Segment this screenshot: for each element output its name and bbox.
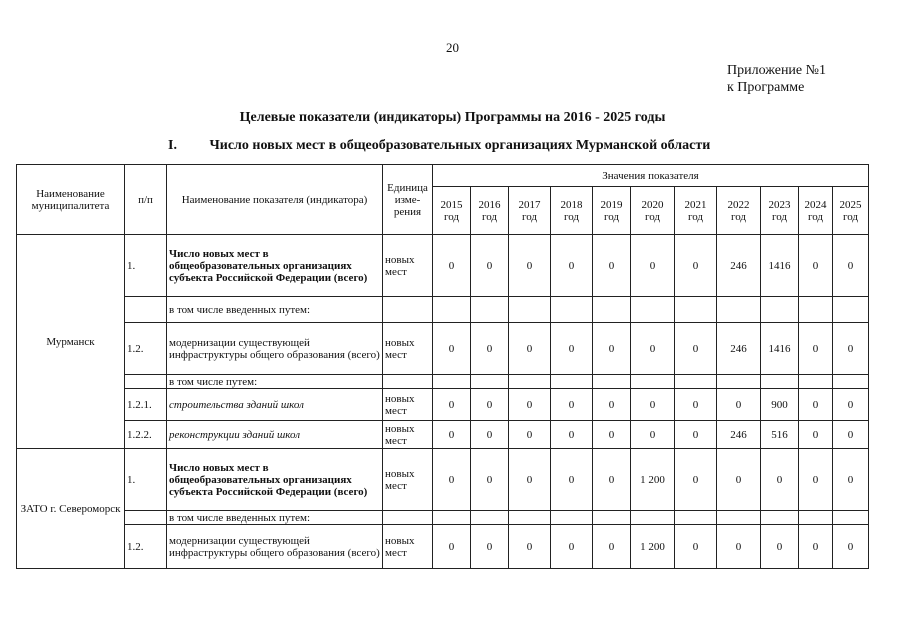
value-cell — [593, 375, 631, 389]
value-cell: 0 — [799, 235, 833, 297]
value-cell — [631, 375, 675, 389]
value-cell: 0 — [433, 525, 471, 569]
value-cell: 246 — [717, 421, 761, 449]
value-cell — [675, 297, 717, 323]
section-title: Число новых мест в общеобразовательных организациях Мурманской области — [209, 138, 711, 153]
value-cell — [509, 297, 551, 323]
unit-cell: новых мест — [383, 525, 433, 569]
value-cell: 0 — [833, 421, 869, 449]
value-cell: 0 — [471, 323, 509, 375]
header-year: 2020 год — [631, 187, 675, 235]
row-number — [125, 375, 167, 389]
value-cell: 0 — [551, 389, 593, 421]
table-row — [17, 235, 869, 297]
value-cell: 0 — [471, 389, 509, 421]
unit-cell: новых мест — [383, 449, 433, 511]
value-cell: 0 — [675, 525, 717, 569]
value-cell — [551, 511, 593, 525]
indicator-name: строительства зданий школ — [167, 389, 383, 421]
value-cell: 0 — [593, 323, 631, 375]
row-number: 1. — [125, 449, 167, 511]
value-cell — [551, 297, 593, 323]
appendix-line1: Приложение №1 — [727, 63, 826, 78]
value-cell: 0 — [551, 421, 593, 449]
value-cell: 0 — [509, 235, 551, 297]
value-cell — [717, 297, 761, 323]
header-unit: Единица изме-рения — [383, 165, 433, 235]
row-number: 1. — [125, 235, 167, 297]
header-year: 2019 год — [593, 187, 631, 235]
value-cell: 0 — [509, 525, 551, 569]
value-cell: 0 — [833, 389, 869, 421]
value-cell — [471, 511, 509, 525]
value-cell — [593, 511, 631, 525]
appendix-note — [727, 62, 826, 96]
page-number: 20 — [446, 40, 459, 55]
indicator-name: в том числе введенных путем: — [167, 511, 383, 525]
indicator-name: модернизации существующей инфраструктуры общего образования (всего) — [167, 525, 383, 569]
value-cell: 0 — [717, 389, 761, 421]
indicator-name: Число новых мест в общеобразовательных организациях субъекта Российской Федерации (всего) — [167, 449, 383, 511]
unit-cell: новых мест — [383, 421, 433, 449]
header-pp: п/п — [125, 165, 167, 235]
value-cell — [833, 297, 869, 323]
row-number: 1.2. — [125, 323, 167, 375]
row-number: 1.2.2. — [125, 421, 167, 449]
value-cell — [761, 297, 799, 323]
value-cell: 0 — [799, 323, 833, 375]
value-cell — [433, 511, 471, 525]
indicator-name: в том числе введенных путем: — [167, 297, 383, 323]
row-number — [125, 297, 167, 323]
value-cell: 0 — [833, 525, 869, 569]
value-cell: 0 — [631, 323, 675, 375]
value-cell: 0 — [675, 449, 717, 511]
value-cell: 0 — [551, 525, 593, 569]
table-row — [17, 449, 869, 511]
value-cell: 0 — [551, 323, 593, 375]
indicators-table — [16, 164, 869, 569]
value-cell — [717, 511, 761, 525]
value-cell: 0 — [761, 525, 799, 569]
value-cell — [675, 375, 717, 389]
value-cell: 1 200 — [631, 449, 675, 511]
indicator-name: Число новых мест в общеобразовательных организациях субъекта Российской Федерации (всего) — [167, 235, 383, 297]
value-cell: 0 — [593, 449, 631, 511]
value-cell — [761, 511, 799, 525]
unit-cell — [383, 511, 433, 525]
value-cell: 900 — [761, 389, 799, 421]
unit-cell — [383, 375, 433, 389]
value-cell: 0 — [471, 235, 509, 297]
indicator-name: модернизации существующей инфраструктуры общего образования (всего) — [167, 323, 383, 375]
document-title: Целевые показатели (индикаторы) Программы на 2016 - 2025 годы — [239, 110, 666, 125]
value-cell: 0 — [551, 449, 593, 511]
value-cell: 0 — [761, 449, 799, 511]
value-cell — [799, 375, 833, 389]
value-cell: 0 — [631, 235, 675, 297]
value-cell — [433, 297, 471, 323]
header-year: 2015 год — [433, 187, 471, 235]
header-year: 2025 год — [833, 187, 869, 235]
table-row — [17, 421, 869, 449]
value-cell — [509, 375, 551, 389]
unit-cell: новых мест — [383, 323, 433, 375]
header-year: 2018 год — [551, 187, 593, 235]
value-cell — [833, 511, 869, 525]
value-cell — [833, 375, 869, 389]
table-row — [17, 525, 869, 569]
value-cell: 246 — [717, 323, 761, 375]
value-cell: 1416 — [761, 235, 799, 297]
value-cell: 0 — [509, 323, 551, 375]
value-cell: 0 — [433, 323, 471, 375]
indicator-name: реконструкции зданий школ — [167, 421, 383, 449]
value-cell: 0 — [631, 389, 675, 421]
unit-cell — [383, 297, 433, 323]
section-number: I. — [168, 138, 177, 153]
value-cell: 0 — [631, 421, 675, 449]
table-row — [17, 375, 869, 389]
unit-cell: новых мест — [383, 389, 433, 421]
value-cell — [631, 297, 675, 323]
value-cell — [471, 375, 509, 389]
value-cell: 0 — [509, 389, 551, 421]
header-row — [17, 165, 869, 187]
value-cell: 0 — [675, 323, 717, 375]
value-cell: 0 — [799, 449, 833, 511]
table-row — [17, 323, 869, 375]
table-row — [17, 297, 869, 323]
row-number — [125, 511, 167, 525]
appendix-line2: к Программе — [727, 80, 805, 95]
section-heading — [168, 138, 710, 154]
value-cell: 0 — [675, 421, 717, 449]
value-cell: 0 — [509, 421, 551, 449]
header-municipality: Наименование муниципалитета — [17, 165, 125, 235]
value-cell: 0 — [593, 235, 631, 297]
header-year: 2023 год — [761, 187, 799, 235]
table-row — [17, 389, 869, 421]
value-cell: 0 — [799, 389, 833, 421]
value-cell: 0 — [717, 449, 761, 511]
row-number: 1.2. — [125, 525, 167, 569]
indicator-name: в том числе путем: — [167, 375, 383, 389]
value-cell — [433, 375, 471, 389]
value-cell: 0 — [833, 235, 869, 297]
header-indicator: Наименование показателя (индикатора) — [167, 165, 383, 235]
value-cell: 1416 — [761, 323, 799, 375]
row-number: 1.2.1. — [125, 389, 167, 421]
value-cell — [799, 511, 833, 525]
value-cell — [631, 511, 675, 525]
municipality-cell: ЗАТО г. Североморск — [17, 449, 125, 569]
header-year: 2016 год — [471, 187, 509, 235]
value-cell: 0 — [833, 323, 869, 375]
value-cell — [717, 375, 761, 389]
value-cell: 0 — [593, 525, 631, 569]
header-values: Значения показателя — [433, 165, 869, 187]
municipality-cell: Мурманск — [17, 235, 125, 449]
value-cell: 1 200 — [631, 525, 675, 569]
header-year: 2024 год — [799, 187, 833, 235]
value-cell: 0 — [471, 525, 509, 569]
table-row — [17, 511, 869, 525]
unit-cell: новых мест — [383, 235, 433, 297]
value-cell: 0 — [433, 421, 471, 449]
value-cell — [509, 511, 551, 525]
value-cell: 0 — [433, 449, 471, 511]
header-year: 2017 год — [509, 187, 551, 235]
value-cell: 0 — [833, 449, 869, 511]
value-cell: 0 — [471, 421, 509, 449]
value-cell: 0 — [433, 235, 471, 297]
value-cell: 0 — [675, 235, 717, 297]
value-cell: 0 — [717, 525, 761, 569]
value-cell: 0 — [433, 389, 471, 421]
value-cell: 516 — [761, 421, 799, 449]
value-cell — [761, 375, 799, 389]
value-cell: 0 — [593, 389, 631, 421]
value-cell: 0 — [799, 525, 833, 569]
header-year: 2022 год — [717, 187, 761, 235]
header-year: 2021 год — [675, 187, 717, 235]
value-cell — [593, 297, 631, 323]
value-cell: 0 — [471, 449, 509, 511]
value-cell — [799, 297, 833, 323]
value-cell: 0 — [675, 389, 717, 421]
value-cell — [551, 375, 593, 389]
value-cell: 0 — [799, 421, 833, 449]
value-cell: 0 — [551, 235, 593, 297]
value-cell: 0 — [593, 421, 631, 449]
value-cell: 246 — [717, 235, 761, 297]
value-cell — [471, 297, 509, 323]
value-cell: 0 — [509, 449, 551, 511]
value-cell — [675, 511, 717, 525]
